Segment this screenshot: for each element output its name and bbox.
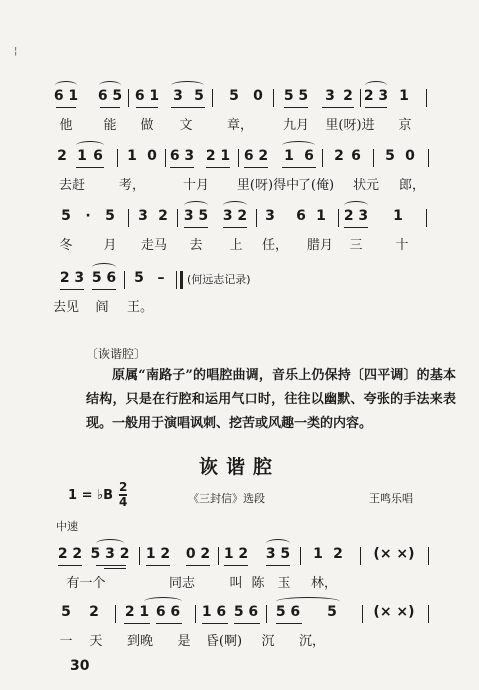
notes-line <box>0 88 479 110</box>
note: 6 2 <box>243 148 269 164</box>
underline <box>56 107 76 108</box>
source-note: 《三封信》选段 <box>188 492 265 505</box>
lyric: 十 <box>395 238 409 253</box>
lyric: 十月 <box>182 178 210 193</box>
note: 5 6 <box>91 270 117 286</box>
lyric: 京 <box>398 118 412 133</box>
note: 6 1 <box>53 88 79 104</box>
note: 5 <box>134 270 144 286</box>
lyrics-line <box>0 174 479 196</box>
performer-credit: 王鸣乐唱 <box>369 492 413 505</box>
barline <box>373 149 374 167</box>
lyric: 冬 <box>59 238 73 253</box>
barline <box>426 209 427 227</box>
note: 6 3 <box>169 148 195 164</box>
note: 1 <box>399 88 409 104</box>
lyric: 任， <box>261 238 289 253</box>
slur <box>223 201 247 210</box>
underline <box>266 565 290 566</box>
note: 0 <box>405 148 415 164</box>
notes-line <box>0 604 479 626</box>
lyric: 到晚 <box>126 634 154 649</box>
barline <box>117 149 118 167</box>
score-row-1 <box>0 88 479 142</box>
description-paragraph <box>86 364 456 436</box>
lyric: 文 <box>179 118 193 133</box>
note: 5 6 <box>275 604 301 620</box>
barline <box>362 605 363 623</box>
note: 1 <box>284 148 294 164</box>
note: 2 <box>57 148 67 164</box>
underline <box>76 167 104 168</box>
barline <box>165 149 166 167</box>
barline <box>115 605 116 623</box>
underline <box>223 227 247 228</box>
note: 2 <box>334 148 344 164</box>
lyric: 有一个 <box>66 576 106 591</box>
barline <box>128 209 129 227</box>
lyric: 他 <box>59 118 73 133</box>
underline <box>92 289 116 290</box>
note: 1 <box>393 208 403 224</box>
note: 2 <box>158 208 168 224</box>
slur <box>184 201 208 210</box>
lyric: 一 <box>59 634 73 649</box>
lyrics-line <box>0 234 479 256</box>
note: 5 <box>105 208 115 224</box>
note: 2 3 <box>343 208 369 224</box>
note: 2 2 <box>57 546 83 562</box>
final-barline <box>180 271 183 289</box>
note: 6 1 <box>134 88 160 104</box>
lyric: 去见 <box>52 300 80 315</box>
lyric: 了(俺) <box>297 178 335 193</box>
score-row-3 <box>0 208 479 262</box>
note: 5 <box>61 604 71 620</box>
note: 0 <box>147 148 157 164</box>
lyric: 状元 <box>352 178 380 193</box>
note: 3 <box>265 208 275 224</box>
lyric: 沉 <box>261 634 275 649</box>
barline <box>212 89 213 107</box>
barline <box>238 149 239 167</box>
barline <box>124 271 125 289</box>
underline <box>60 289 84 290</box>
slur <box>171 81 204 90</box>
barline <box>273 89 274 107</box>
note: 5 <box>194 88 204 104</box>
lyric: 九月 <box>282 118 310 133</box>
slur <box>344 201 368 210</box>
note: 5 <box>229 88 239 104</box>
note: 2 <box>343 88 353 104</box>
note: 5 <box>327 604 337 620</box>
lyric: 三 <box>349 238 363 253</box>
margin-mark: ¦ <box>14 46 18 57</box>
lyric: 王。 <box>126 300 154 315</box>
double-underline <box>104 568 126 569</box>
slur <box>99 81 121 90</box>
lyric: 去赶 <box>58 178 86 193</box>
lyric: 天 <box>89 634 103 649</box>
note: 3 <box>173 88 183 104</box>
underline <box>146 565 170 566</box>
note: 6 <box>351 148 361 164</box>
slur <box>266 539 290 548</box>
barline <box>426 89 427 107</box>
lyric: 郎， <box>398 178 426 193</box>
barline <box>266 605 267 623</box>
piece-title: 诙谐腔 <box>198 456 280 478</box>
lyric: 腊月 <box>306 238 334 253</box>
key-signature: 1 = ♭B <box>68 488 114 503</box>
note: 1 <box>313 546 323 562</box>
underline <box>244 167 268 168</box>
barline <box>128 89 129 107</box>
underline <box>171 107 205 108</box>
underline <box>156 623 182 624</box>
underline <box>58 565 82 566</box>
note: 3 <box>138 208 148 224</box>
barline <box>176 271 177 289</box>
note: 2 1 <box>205 148 231 164</box>
note: · <box>85 208 91 224</box>
underline <box>96 565 126 566</box>
lyric: 叫 <box>229 576 243 591</box>
note: 3 5 <box>183 208 209 224</box>
note: 6 5 <box>97 88 123 104</box>
underline <box>224 565 248 566</box>
slur <box>282 141 315 150</box>
note: 1 <box>77 148 87 164</box>
note: 1 2 <box>223 546 249 562</box>
barline <box>428 547 429 565</box>
note: 6 <box>296 208 306 224</box>
underline <box>184 227 208 228</box>
note: 1 2 <box>145 546 171 562</box>
note: 1 6 <box>201 604 227 620</box>
note: 3 <box>325 88 335 104</box>
lyric: 做 <box>140 118 154 133</box>
underline <box>276 623 302 624</box>
page-number: 30 <box>70 658 90 674</box>
underline <box>365 107 387 108</box>
note: 6 <box>304 148 314 164</box>
note: 1 <box>316 208 326 224</box>
lyric: 林， <box>310 576 338 591</box>
lyric: 能 <box>103 118 117 133</box>
underline <box>234 623 260 624</box>
lyric: 沉， <box>298 634 326 649</box>
lyric: 考， <box>118 178 146 193</box>
note: 2 1 <box>124 604 150 620</box>
lyrics-line <box>0 114 479 136</box>
note: 6 6 <box>155 604 181 620</box>
time-signature <box>119 482 127 508</box>
tempo-marking: 中速 <box>56 520 78 533</box>
paragraph-text: 原属“南路子”的唱腔曲调，音乐上仍保持〔四平调〕的基本结构，只是在行腔和运用气口时，往往以幽默、夸张的手法来表现。一般用于演唱讽刺、挖苦或风趣一类的内容。 <box>86 368 456 431</box>
lyric: 阎 <box>95 300 109 315</box>
note: 2 3 <box>363 88 389 104</box>
lyric: 上 <box>229 238 243 253</box>
note: 5 6 <box>233 604 259 620</box>
note: 5 3 2 <box>90 546 130 562</box>
underline <box>100 107 120 108</box>
note: – <box>157 270 165 286</box>
barline <box>360 547 361 565</box>
lyric: 陈 <box>251 576 265 591</box>
lyric: 章， <box>226 118 254 133</box>
underline <box>136 107 158 108</box>
slur <box>276 597 340 606</box>
lyric: 里(呀)进 <box>325 118 375 133</box>
slur <box>365 81 387 90</box>
barline <box>338 209 339 227</box>
note: 6 <box>93 148 103 164</box>
note: 5 5 <box>283 88 309 104</box>
lyrics-line <box>0 572 479 594</box>
slur <box>144 597 182 606</box>
barline <box>139 547 140 565</box>
note: 0 <box>253 88 263 104</box>
meter-bottom: 4 <box>119 494 128 509</box>
notes-line <box>0 148 479 170</box>
lyric: 走马 <box>140 238 168 253</box>
note: 5 <box>385 148 395 164</box>
lyric: 是 <box>177 634 191 649</box>
underline <box>202 623 228 624</box>
underline <box>282 167 316 168</box>
underline <box>284 107 308 108</box>
lyric: 里(呀)得中 <box>236 178 300 193</box>
underline <box>124 623 150 624</box>
barline <box>256 209 257 227</box>
underline <box>170 167 194 168</box>
note: 3 5 <box>265 546 291 562</box>
lyric: 同志 <box>168 576 196 591</box>
lyric: 去 <box>189 238 203 253</box>
slur <box>55 81 77 90</box>
note: 3 2 <box>222 208 248 224</box>
underline <box>186 565 210 566</box>
barline <box>218 547 219 565</box>
notes-line <box>0 208 479 230</box>
underline <box>322 107 354 108</box>
barline <box>360 89 361 107</box>
note: 2 <box>89 604 99 620</box>
slur <box>92 263 116 272</box>
note: 2 3 <box>59 270 85 286</box>
slur <box>76 141 104 150</box>
note: 0 2 <box>185 546 211 562</box>
lyrics-line <box>0 296 479 318</box>
score-row-5 <box>0 546 479 600</box>
lyric: 玉 <box>277 576 291 591</box>
score-row-6 <box>0 604 479 658</box>
barline <box>428 149 429 167</box>
transcriber-credit: (何远志记录) <box>187 273 251 286</box>
note: (× ×) <box>373 604 415 620</box>
note: 5 <box>61 208 71 224</box>
underline <box>344 227 368 228</box>
lyrics-line <box>0 630 479 652</box>
barline <box>195 605 196 623</box>
note: 1 <box>127 148 137 164</box>
notes-line <box>0 546 479 568</box>
underline <box>206 167 230 168</box>
barline <box>428 605 429 623</box>
note: (× ×) <box>373 546 415 562</box>
lyric: 月 <box>103 238 117 253</box>
barline <box>177 209 178 227</box>
note: 2 <box>333 546 343 562</box>
section-label: 〔诙谐腔〕 <box>86 347 147 361</box>
score-row-2 <box>0 148 479 202</box>
meter-top: 2 <box>119 480 128 494</box>
slur <box>96 539 124 548</box>
barline <box>322 149 323 167</box>
lyric: 昏(啊) <box>205 634 243 649</box>
barline <box>300 547 301 565</box>
